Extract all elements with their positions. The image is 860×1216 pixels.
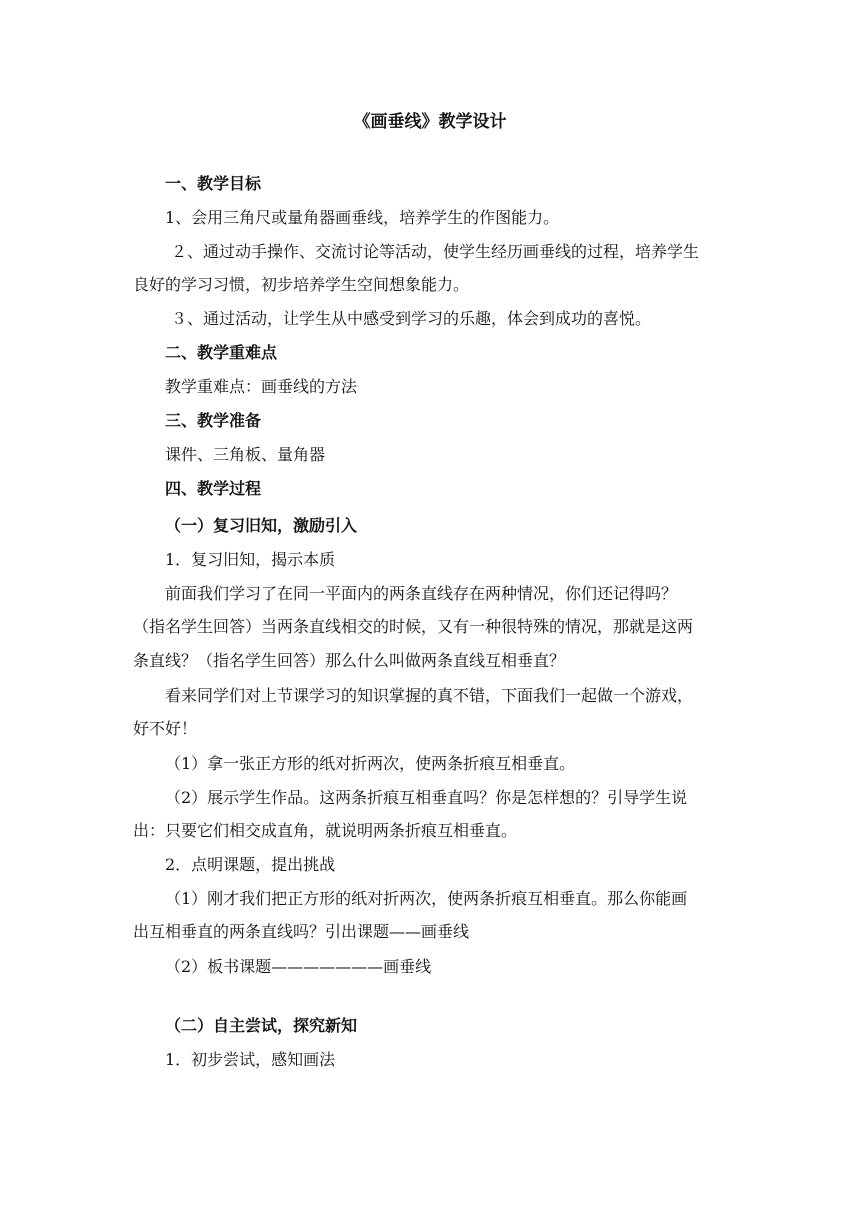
objective-item-1: 1、会用三角尺或量角器画垂线，培养学生的作图能力。 — [165, 208, 560, 227]
activity-item-2-line-2: 出：只要它们相交成直角，就说明两条折痕互相垂直。 — [133, 821, 518, 840]
paragraph-2-line-2: 好不好！ — [133, 719, 198, 738]
section-heading-objectives: 一、教学目标 — [165, 174, 262, 193]
review-step-1: 1．复习旧知，揭示本质 — [165, 550, 336, 569]
paragraph-1-line-1: 前面我们学习了在同一平面内的两条直线存在两种情况，你们还记得吗？ — [165, 584, 678, 603]
objective-item-3: ３、通过活动，让学生从中感受到学习的乐趣，体会到成功的喜悦。 — [171, 309, 652, 328]
subsection-heading-explore: （二）自主尝试，探究新知 — [165, 1016, 358, 1035]
paragraph-2-line-1: 看来同学们对上节课学习的知识掌握的真不错，下面我们一起做一个游戏， — [165, 686, 694, 705]
objective-item-2-line-2: 良好的学习习惯，初步培养学生空间想象能力。 — [133, 275, 470, 294]
section-heading-key-points: 二、教学重难点 — [165, 343, 278, 362]
preparation-text: 课件、三角板、量角器 — [165, 445, 326, 464]
document-title: 《画垂线》教学设计 — [353, 112, 507, 132]
paragraph-1-line-2: （指名学生回答）当两条直线相交的时候，又有一种很特殊的情况，那就是这两 — [133, 617, 694, 636]
activity-item-2-line-1: （2）展示学生作品。这两条折痕互相垂直吗？你是怎样想的？引导学生说 — [165, 788, 688, 807]
challenge-item-1-line-2: 出互相垂直的两条直线吗？引出课题——画垂线 — [133, 922, 470, 941]
activity-item-1: （1）拿一张正方形的纸对折两次，使两条折痕互相垂直。 — [165, 754, 576, 773]
challenge-item-2: （2）板书课题———————画垂线 — [165, 957, 432, 976]
explore-step-1: 1．初步尝试，感知画法 — [165, 1050, 336, 1069]
challenge-item-1-line-1: （1）刚才我们把正方形的纸对折两次，使两条折痕互相垂直。那么你能画 — [165, 889, 688, 908]
section-heading-process: 四、教学过程 — [165, 479, 262, 498]
review-step-2: 2．点明课题，提出挑战 — [165, 855, 336, 874]
subsection-heading-review: （一）复习旧知，激励引入 — [165, 516, 358, 535]
paragraph-1-line-3: 条直线？（指名学生回答）那么什么叫做两条直线互相垂直？ — [133, 651, 566, 670]
key-points-text: 教学重难点：画垂线的方法 — [165, 377, 358, 396]
section-heading-preparation: 三、教学准备 — [165, 411, 262, 430]
objective-item-2-line-1: ２、通过动手操作、交流讨论等活动，使学生经历画垂线的过程，培养学生 — [171, 242, 700, 261]
